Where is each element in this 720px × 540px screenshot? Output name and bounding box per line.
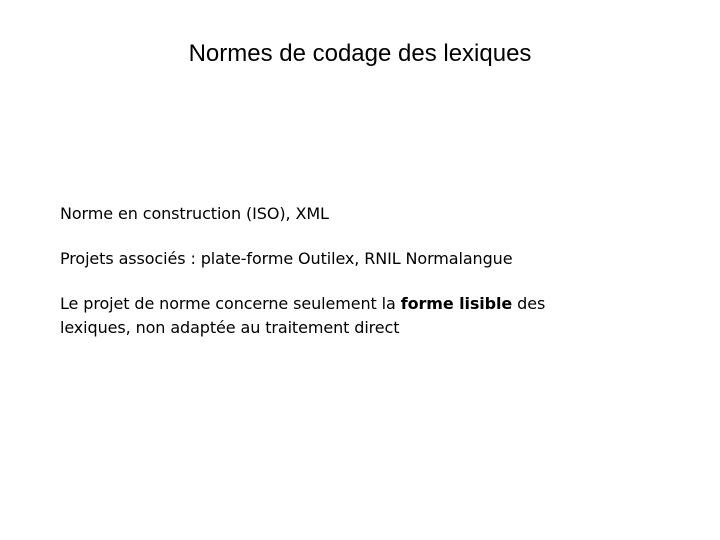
scope-lead-text: Le projet de norme concerne seulement la	[60, 294, 396, 313]
scope-line2: lexiques, non adaptée au traitement direct	[60, 318, 400, 337]
paragraph-norm-construction: Norme en construction (ISO), XML	[60, 204, 329, 223]
scope-bold-term: forme lisible	[400, 294, 513, 313]
paragraph-norm-scope	[60, 292, 660, 340]
paragraph-associated-projects: Projets associés : plate-forme Outilex, RNIL Normalangue	[60, 249, 513, 268]
scope-line1-tail: des	[517, 294, 546, 313]
slide-title: Normes de codage des lexiques	[188, 40, 532, 67]
slide-body	[60, 202, 660, 340]
